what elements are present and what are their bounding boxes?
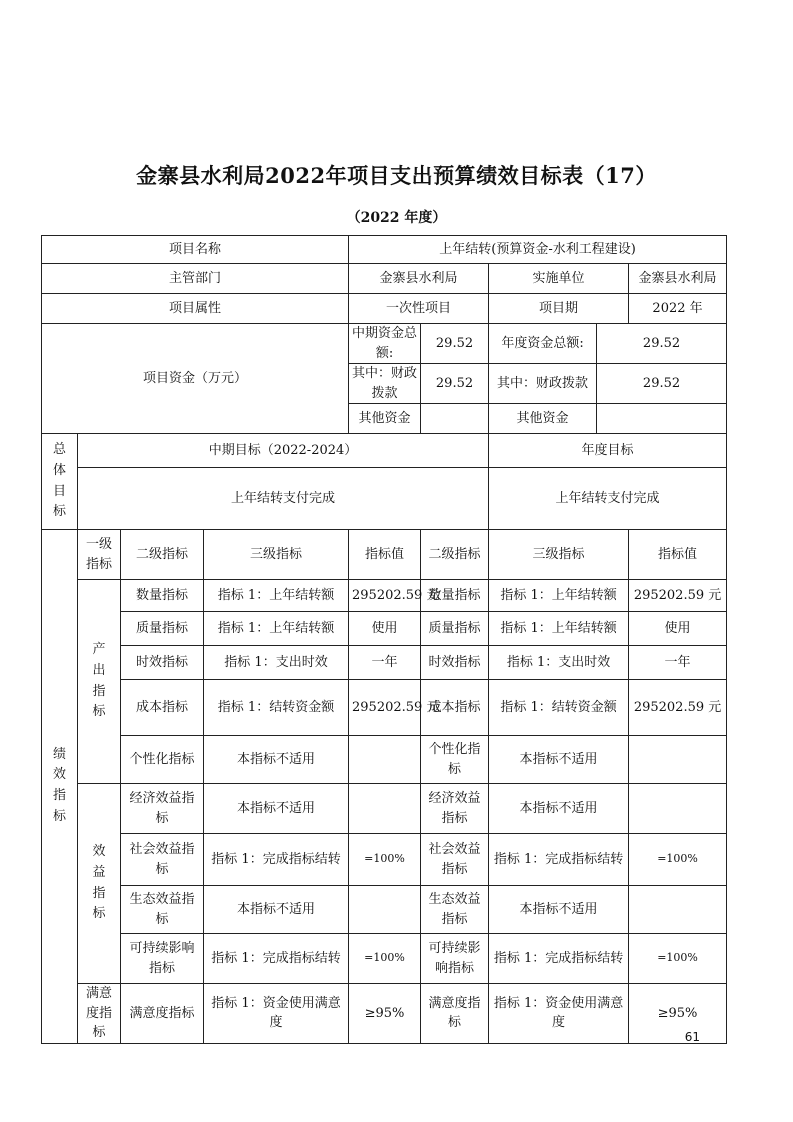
row-ann-level3: 指标 1：完成指标结转 (489, 834, 629, 886)
row-mid-level3: 指标 1：支出时效 (204, 646, 349, 680)
row-ann-value: 一年 (629, 646, 727, 680)
page-subtitle: （2022 年度） (346, 210, 447, 226)
row-mid-level2: 可持续影响指标 (121, 934, 204, 984)
mid-other-label: 其他资金 (349, 404, 421, 434)
row-ann-level3: 指标 1：支出时效 (489, 646, 629, 680)
page-title: 金寨县水利局2022年项目支出预算绩效目标表（17） (136, 163, 657, 188)
table-row (42, 680, 727, 736)
row-ann-value: 使用 (629, 612, 727, 646)
mid-fiscal-label: 其中：财政拨款 (349, 364, 421, 404)
row-ann-level3: 本指标不适用 (489, 886, 629, 934)
row-mid-value: =100% (349, 834, 421, 886)
mid-level2-header: 二级指标 (121, 530, 204, 580)
row-mid-value: 使用 (349, 612, 421, 646)
row-ann-value: 295202.59 元 (629, 680, 727, 736)
row-mid-value: =100% (349, 934, 421, 984)
row-mid-value: ≥95% (349, 984, 421, 1044)
annual-other-label: 其他资金 (489, 404, 597, 434)
mid-total-label: 中期资金总额: (349, 324, 421, 364)
row-mid-level2: 经济效益指标 (121, 784, 204, 834)
mid-total-value: 29.52 (421, 324, 489, 364)
table-row (42, 784, 727, 834)
row-mid-level3: 指标 1：上年结转额 (204, 612, 349, 646)
project-name-value: 上年结转(预算资金-水利工程建设) (349, 236, 727, 264)
period-value: 2022 年 (629, 294, 727, 324)
row-mid-level2: 数量指标 (121, 580, 204, 612)
row-mid-value (349, 784, 421, 834)
row-mid-value (349, 736, 421, 784)
row-ann-level2: 质量指标 (421, 612, 489, 646)
row-ann-level3: 指标 1：上年结转额 (489, 580, 629, 612)
row-ann-level2: 满意度指标 (421, 984, 489, 1044)
satisfaction-indicator-label: 满意度指标 (78, 984, 121, 1044)
annual-total-label: 年度资金总额: (489, 324, 597, 364)
table-row (42, 646, 727, 680)
overall-goal-label: 总体目标 (42, 434, 78, 530)
row-mid-level3: 指标 1：结转资金额 (204, 680, 349, 736)
row-ann-level2: 时效指标 (421, 646, 489, 680)
dept-value: 金寨县水利局 (349, 264, 489, 294)
row-ann-level3: 指标 1：结转资金额 (489, 680, 629, 736)
row-mid-level2: 时效指标 (121, 646, 204, 680)
row-ann-value: =100% (629, 934, 727, 984)
table-row (42, 736, 727, 784)
row-ann-level2: 社会效益指标 (421, 834, 489, 886)
impl-label: 实施单位 (489, 264, 629, 294)
mid-value-header: 指标值 (349, 530, 421, 580)
mid-level3-header: 三级指标 (204, 530, 349, 580)
table-row (42, 580, 727, 612)
annual-total-value: 29.52 (597, 324, 727, 364)
table-row (42, 984, 727, 1044)
row-ann-level3: 指标 1：完成指标结转 (489, 934, 629, 984)
table-row (42, 934, 727, 984)
row-mid-level3: 指标 1：完成指标结转 (204, 834, 349, 886)
row-mid-level3: 指标 1：资金使用满意度 (204, 984, 349, 1044)
project-name-label: 项目名称 (42, 236, 349, 264)
row-mid-level2: 满意度指标 (121, 984, 204, 1044)
ann-level2-header: 二级指标 (421, 530, 489, 580)
row-mid-value: 295202.59 元 (349, 580, 421, 612)
funds-label: 项目资金（万元） (42, 324, 349, 434)
row-mid-level3: 本指标不适用 (204, 784, 349, 834)
ann-level3-header: 三级指标 (489, 530, 629, 580)
row-ann-level2: 经济效益指标 (421, 784, 489, 834)
annual-fiscal-label: 其中：财政拨款 (489, 364, 597, 404)
row-ann-value (629, 784, 727, 834)
row-mid-level3: 本指标不适用 (204, 886, 349, 934)
performance-target-table (41, 235, 727, 1044)
dept-label: 主管部门 (42, 264, 349, 294)
row-mid-level3: 本指标不适用 (204, 736, 349, 784)
output-indicator-label: 产出指标 (78, 580, 121, 784)
row-ann-level3: 指标 1：资金使用满意度 (489, 984, 629, 1044)
table-row (42, 834, 727, 886)
impl-value: 金寨县水利局 (629, 264, 727, 294)
row-ann-level2: 数量指标 (421, 580, 489, 612)
mid-goal-text: 上年结转支付完成 (78, 468, 489, 530)
mid-other-value (421, 404, 489, 434)
row-ann-level2: 可持续影响指标 (421, 934, 489, 984)
row-mid-level2: 生态效益指标 (121, 886, 204, 934)
row-ann-level3: 指标 1：上年结转额 (489, 612, 629, 646)
row-ann-value (629, 736, 727, 784)
row-mid-value: 一年 (349, 646, 421, 680)
row-ann-level3: 本指标不适用 (489, 736, 629, 784)
ann-value-header: 指标值 (629, 530, 727, 580)
mid-goal-header: 中期目标（2022-2024） (78, 434, 489, 468)
attr-label: 项目属性 (42, 294, 349, 324)
row-ann-level2: 生态效益指标 (421, 886, 489, 934)
annual-goal-header: 年度目标 (489, 434, 727, 468)
period-label: 项目期 (489, 294, 629, 324)
page-number: 61 (684, 1030, 700, 1044)
row-mid-level2: 个性化指标 (121, 736, 204, 784)
level1-header: 一级指标 (78, 530, 121, 580)
row-mid-level3: 指标 1：完成指标结转 (204, 934, 349, 984)
perf-indicator-label: 绩效指标 (42, 530, 78, 1044)
row-ann-level2: 成本指标 (421, 680, 489, 736)
row-mid-level3: 指标 1：上年结转额 (204, 580, 349, 612)
row-ann-value: 295202.59 元 (629, 580, 727, 612)
row-ann-value: ≥95% (629, 984, 727, 1044)
table-row (42, 612, 727, 646)
annual-goal-text: 上年结转支付完成 (489, 468, 727, 530)
mid-fiscal-value: 29.52 (421, 364, 489, 404)
row-ann-level3: 本指标不适用 (489, 784, 629, 834)
row-mid-level2: 社会效益指标 (121, 834, 204, 886)
table-row (42, 886, 727, 934)
row-ann-value (629, 886, 727, 934)
row-mid-level2: 质量指标 (121, 612, 204, 646)
row-mid-value: 295202.59 元 (349, 680, 421, 736)
annual-fiscal-value: 29.52 (597, 364, 727, 404)
row-ann-level2: 个性化指标 (421, 736, 489, 784)
row-mid-value (349, 886, 421, 934)
benefit-indicator-label: 效益指标 (78, 784, 121, 984)
row-ann-value: =100% (629, 834, 727, 886)
row-mid-level2: 成本指标 (121, 680, 204, 736)
attr-value: 一次性项目 (349, 294, 489, 324)
annual-other-value (597, 404, 727, 434)
